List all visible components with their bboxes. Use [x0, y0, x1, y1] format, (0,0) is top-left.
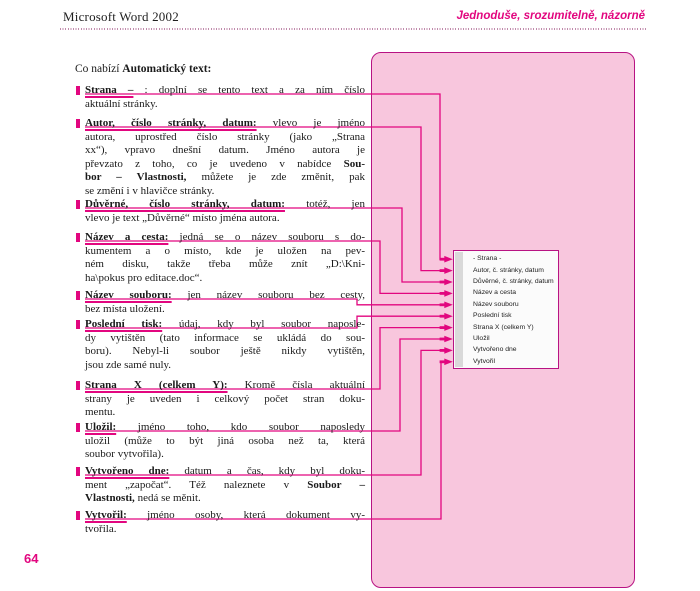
bullet-text: bez místa uložení. [85, 302, 165, 315]
bullet-text-line [85, 158, 365, 172]
bullet-item-strana-x [76, 379, 365, 420]
bullet-text-line [85, 393, 365, 407]
menu-item[interactable]: Autor, č. stránky, datum [473, 266, 544, 274]
bullet-square-icon [76, 381, 80, 390]
bullet-text: soubor vytvořila). [85, 448, 164, 460]
bullet-term: Vytvořil: [85, 509, 127, 521]
bullet-text-line [85, 303, 365, 317]
bullet-text-line [85, 84, 365, 98]
bullet-text: tvořila. [85, 522, 117, 535]
bullet-text-line [85, 289, 365, 303]
bullet-text: Vlastnosti, [85, 492, 135, 504]
bullet-text: jméno toho, kdo soubor naposledy [116, 421, 365, 433]
bullet-text-line [85, 98, 365, 112]
bullet-text-line [85, 345, 365, 359]
bullet-text-line [85, 131, 365, 145]
bullet-text-line [85, 421, 365, 435]
bullet-text-line [85, 523, 365, 537]
bullet-text-line [85, 185, 365, 199]
bullet-term: Uložil: [85, 421, 117, 433]
bullet-square-icon [76, 291, 80, 300]
bullet-square-icon [76, 320, 80, 329]
bullet-text-line [85, 144, 365, 158]
header-tagline: Jednoduše, srozumitelně, názorně [456, 10, 645, 22]
bullet-text: jsou zde samé nuly. [85, 358, 172, 371]
bullet-text: nedá se měnit. [134, 492, 201, 504]
menu-item[interactable]: Uložil [473, 334, 490, 342]
bullet-square-icon [76, 467, 80, 476]
bullet-item-nazev-souboru [76, 289, 365, 316]
bullet-text: kumentem a o místo, kde je uložen na pev- [85, 244, 365, 257]
bullet-text: Soubor – [307, 478, 365, 491]
header-title: Microsoft Word 2002 [63, 9, 179, 24]
bullet-text: jedná se o název souboru s do- [168, 231, 365, 243]
menu-item[interactable]: Strana X (celkem Y) [473, 323, 534, 331]
bullet-text: můžete je zde změnit, pak [186, 171, 365, 183]
menu-item[interactable]: Vytvořil [473, 357, 496, 365]
bullet-text-line [85, 171, 365, 185]
bullet-item-vytvoril [76, 509, 365, 536]
menu-item[interactable]: Název souboru [473, 300, 519, 308]
bullet-text-line [85, 245, 365, 259]
bullet-text: ném disku, takže třeba může znít „D:\Kni- [85, 258, 365, 270]
menu-item[interactable]: - Strana - [473, 255, 502, 263]
bullet-item-strana [76, 84, 365, 111]
bullet-text: dy vytištěn (tato informace se ukládá do sou- [85, 331, 365, 344]
autotext-menu-items [454, 253, 558, 367]
bullet-term: Poslední tisk: [85, 318, 163, 330]
bullet-text: vlevo je jméno [256, 117, 365, 129]
bullet-text: převzato z toho, co je uvedeno v nabídce [85, 157, 344, 170]
menu-item[interactable]: Důvěrné, č. stránky, datum [473, 277, 554, 285]
bullet-text-line [85, 117, 365, 131]
page-number: 64 [24, 551, 39, 566]
bullet-text-line [85, 332, 365, 346]
bullet-term: Název souboru: [85, 289, 172, 301]
bullet-text: boru). Nebyl-li soubor ještě nikdy vytištěn, [85, 345, 365, 357]
bullet-text: údaj, kdy byl soubor naposle- [162, 318, 365, 330]
bullet-term: Důvěrné, číslo stránky, datum: [85, 198, 285, 210]
bullet-text-line [85, 212, 365, 226]
menu-item[interactable]: Poslední tisk [473, 312, 512, 320]
bullet-text-line [85, 406, 365, 420]
header-dotted-rule [60, 28, 646, 30]
bullet-item-autor-cislo-stranky-datum [76, 117, 365, 198]
bullet-text: ment „započat“. Též naleznete v [85, 478, 308, 491]
bullet-item-duverne [76, 198, 365, 225]
bullet-text-line [85, 198, 365, 212]
bullet-text-line [85, 465, 365, 479]
bullet-text-line [85, 435, 365, 449]
bullet-text: datum a čas, kdy byl doku- [169, 465, 365, 477]
bullet-term: Vytvořeno dne: [85, 465, 170, 477]
bullet-text-line [85, 492, 365, 506]
bullet-square-icon [76, 511, 80, 520]
heading-term: Automatický text: [122, 63, 212, 75]
bullet-item-posledni-tisk [76, 318, 365, 372]
autotext-menu [453, 250, 559, 369]
bullet-term: Strana – [85, 84, 134, 96]
bullet-text: ha\pokus pro editace.doc“. [85, 271, 203, 284]
bullet-term: Autor, číslo stránky, datum: [85, 117, 257, 129]
menu-item[interactable]: Vytvořeno dne [473, 346, 517, 354]
bullet-text-line [85, 479, 365, 493]
menu-item[interactable]: Název a cesta [473, 289, 517, 297]
bullet-text-line [85, 509, 365, 523]
bullet-square-icon [76, 200, 80, 209]
bullet-text: bor – Vlastnosti, [85, 171, 187, 183]
bullet-text-line [85, 231, 365, 245]
bullet-text: autora, uprostřed číslo stránky (jako „Strana [85, 130, 365, 143]
bullet-item-ulozil [76, 421, 365, 462]
bullet-text: xx“), vpravo dnešní datum. Jméno autora je [85, 144, 365, 156]
bullet-text: jen název souboru bez cesty, [171, 289, 365, 301]
bullet-text: se změní i v hlavičce stránky. [85, 184, 215, 197]
bullet-term: Strana X (celkem Y): [85, 379, 228, 391]
bullet-square-icon [76, 119, 80, 128]
bullet-text: : doplní se tento text a za ním číslo [133, 84, 366, 96]
bullet-square-icon [76, 423, 80, 432]
bullet-text-line [85, 359, 365, 373]
bullet-text: totéž, jen [284, 198, 365, 210]
bullet-text: Sou- [343, 157, 365, 170]
heading-prefix: Co nabízí [75, 63, 123, 75]
bullet-text-line [85, 379, 365, 393]
bullet-text: jméno osoby, která dokument vy- [126, 509, 365, 521]
bullet-text-line [85, 272, 365, 286]
bullet-item-nazev-a-cesta [76, 231, 365, 285]
bullet-item-vytvoreno-dne [76, 465, 365, 506]
bullet-text-line [85, 448, 365, 462]
bullet-square-icon [76, 86, 80, 95]
bullet-text: strany je uveden i celkový počet stran doku- [85, 392, 365, 405]
bullet-text: aktuální stránky. [85, 97, 158, 110]
section-heading [75, 63, 211, 75]
bullet-text: mentu. [85, 406, 116, 418]
bullet-text: Kromě čísla aktuální [227, 379, 365, 391]
bullet-text: uložil (může to být jiná osoba než ta, která [85, 434, 365, 447]
bullet-term: Název a cesta: [85, 231, 169, 243]
bullet-text-line [85, 258, 365, 272]
bullet-square-icon [76, 233, 80, 242]
bullet-text: vlevo je text „Důvěrné“ místo jména autora. [85, 211, 280, 224]
bullet-text-line [85, 318, 365, 332]
